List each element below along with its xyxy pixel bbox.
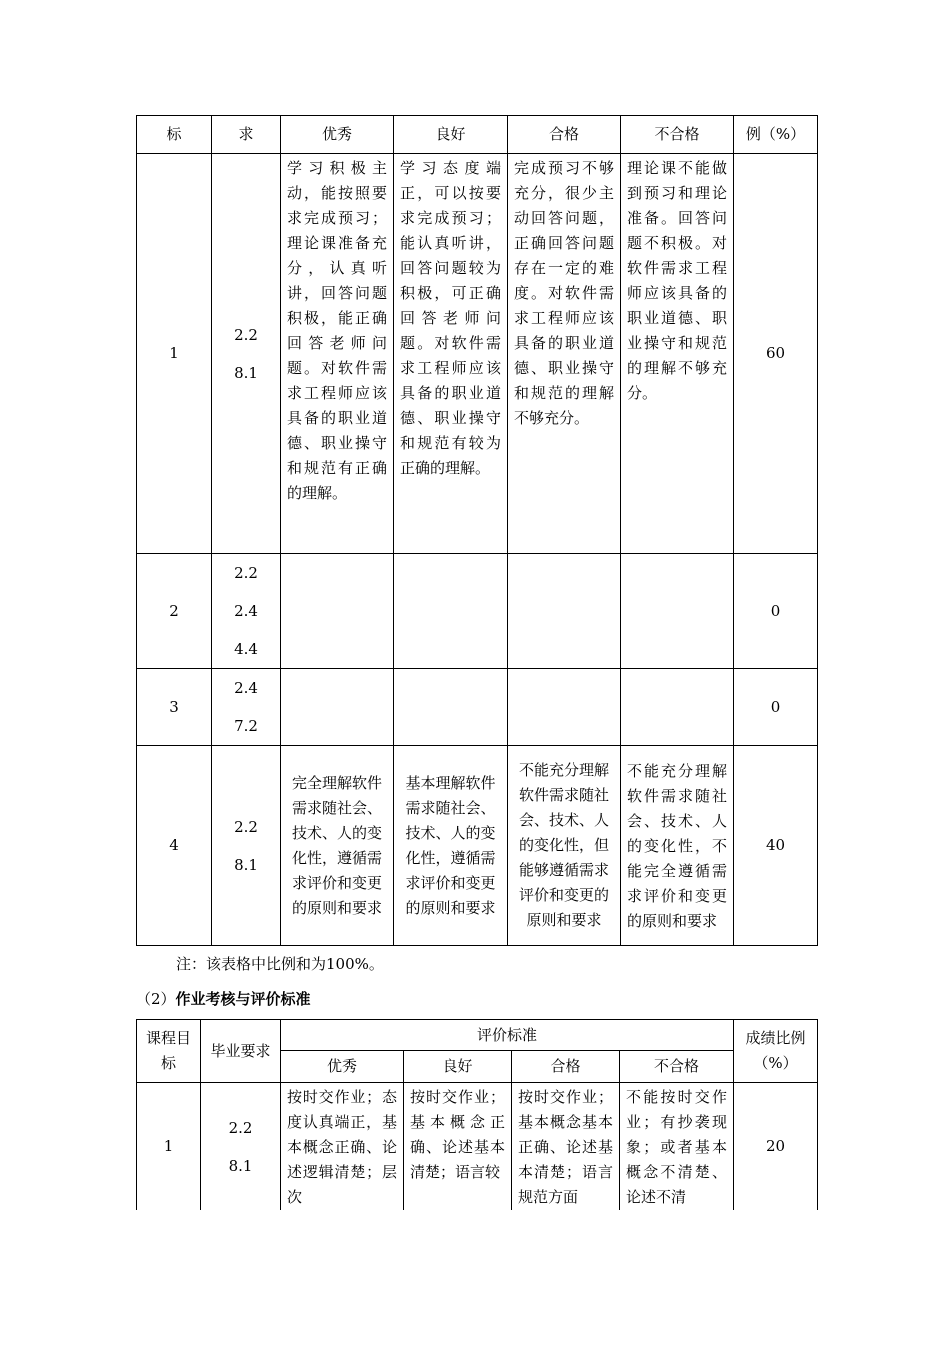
header-cell-excellent: 优秀 [281,1051,404,1083]
pass-cell: 不能充分理解软件需求随社会、技术、人的变化性，但能够遵循需求评价和变更的原则和要求 [508,746,621,946]
table-row [137,1083,818,1211]
goal-cell: 4 [137,746,212,946]
ratio-cell: 60 [734,154,818,554]
header-cell-good: 良好 [404,1051,512,1083]
good-cell: 按时交作业；基本概念正确、论述基本清楚；语言较 [404,1083,512,1211]
excellent-cell [281,554,394,669]
fail-cell: 不能按时交作业；有抄袭现象；或者基本概念不清楚、论述不清 [620,1083,734,1211]
header-cell-fail: 不合格 [620,1051,734,1083]
ratio-cell: 20 [734,1083,818,1211]
ratio-cell: 40 [734,746,818,946]
good-cell [394,669,508,746]
goal-cell: 1 [137,1083,201,1211]
fail-cell: 不能充分理解软件需求随社会、技术、人的变化性，不能完全遵循需求评价和变更的原则和要求 [621,746,734,946]
header-cell-ratio: 成绩比例（%） [734,1020,818,1083]
header-cell-goal: 课程目标 [137,1020,201,1083]
requirement-cell [212,154,281,554]
section-title: 作业考核与评价标准 [175,990,311,1008]
ratio-cell: 0 [734,554,818,669]
ratio-cell: 0 [734,669,818,746]
pass-cell [508,669,621,746]
header-cell-criteria: 评价标准 [281,1020,734,1051]
pass-cell: 完成预习不够充分，很少主动回答问题，正确回答问题存在一定的难度。对软件需求工程师应该具备的职业道德、职业操守和规范的理解不够充分。 [508,154,621,554]
goal-cell: 1 [137,154,212,554]
requirement-code: 2.4 [234,679,258,697]
requirement-code: 2.4 [234,602,258,620]
header-cell-requirement: 毕业要求 [201,1020,281,1083]
requirement-cell [201,1083,281,1211]
requirement-cell [212,554,281,669]
excellent-cell: 完全理解软件需求随社会、技术、人的变化性，遵循需求评价和变更的原则和要求 [281,746,394,946]
section-heading [136,988,311,1009]
header-cell-goal: 标 [137,116,212,154]
header-cell-pass: 合格 [508,116,621,154]
table-row [137,746,818,946]
header-cell-pass: 合格 [512,1051,620,1083]
goal-cell: 3 [137,669,212,746]
table-header-row [137,1020,818,1051]
pass-cell: 按时交作业；基本概念基本正确、论述基本清楚；语言规范方面 [512,1083,620,1211]
requirement-code: 2.2 [234,325,258,344]
requirement-cell [212,669,281,746]
header-cell-requirement: 求 [212,116,281,154]
excellent-cell: 学习积极主动，能按照要求完成预习；理论课准备充分，认真听讲，回答问题积极，能正确回答老师问题。对软件需求工程师应该具备的职业道德、职业操守和规范有正确的理解。 [281,154,394,554]
requirement-code: 8.1 [228,1156,253,1175]
requirement-code: 2.2 [234,817,258,836]
requirement-code: 2.2 [228,1118,253,1137]
section-number: （2） [136,990,176,1008]
requirement-cell [212,746,281,946]
table-row [137,554,818,669]
fail-cell: 理论课不能做到预习和理论准备。回答问题不积极。对软件需求工程师应该具备的职业道德、职业操守和规范的理解不够充分。 [621,154,734,554]
evaluation-table-1 [136,115,818,946]
evaluation-table-2 [136,1019,818,1210]
requirement-code: 7.2 [234,717,258,735]
good-cell [394,554,508,669]
header-cell-excellent: 优秀 [281,116,394,154]
table-row [137,154,818,554]
requirement-code: 8.1 [234,363,258,382]
header-cell-ratio: 例（%） [734,116,818,154]
good-cell: 基本理解软件需求随社会、技术、人的变化性，遵循需求评价和变更的原则和要求 [394,746,508,946]
excellent-cell: 按时交作业；态度认真端正，基本概念正确、论述逻辑清楚；层次 [281,1083,404,1211]
requirement-code: 2.2 [234,564,258,582]
pass-cell [508,554,621,669]
goal-cell: 2 [137,554,212,669]
table-row [137,669,818,746]
fail-cell [621,669,734,746]
header-cell-good: 良好 [394,116,508,154]
requirement-code: 8.1 [234,855,258,874]
requirement-code: 4.4 [234,640,258,658]
excellent-cell [281,669,394,746]
header-cell-fail: 不合格 [621,116,734,154]
good-cell: 学习态度端正，可以按要求完成预习；能认真听讲，回答问题较为积极，可正确回答老师问题。对软件需求工程师应该具备的职业道德、职业操守和规范有较为正确的理解。 [394,154,508,554]
fail-cell [621,554,734,669]
table-note: 注：该表格中比例和为100%。 [176,955,384,973]
table-header-row [137,116,818,154]
